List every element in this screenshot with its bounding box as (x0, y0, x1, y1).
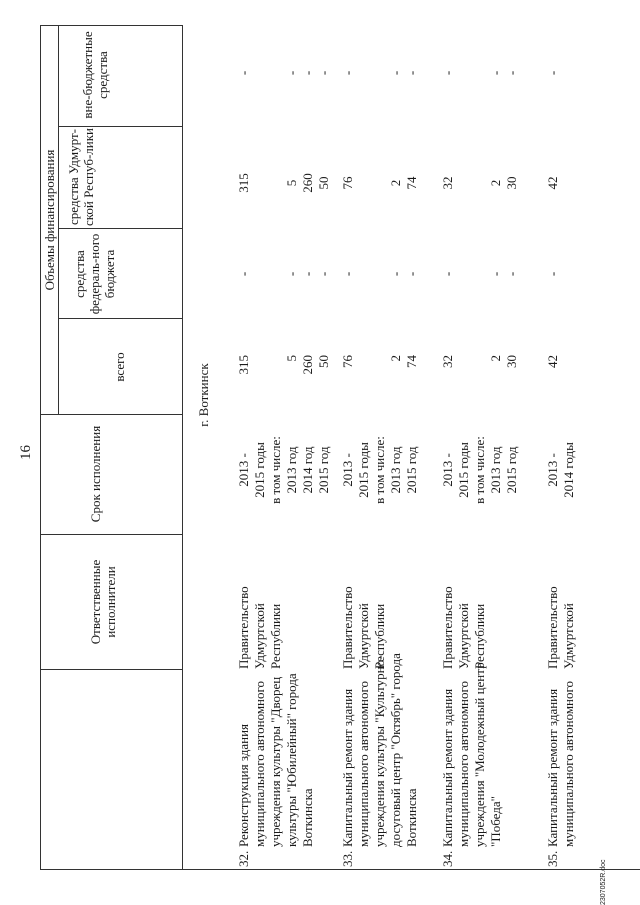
row-name: Капитальный ремонт здания муниципального автономного учреждения культуры "Культурно- досуговый центр "Октябрь" города Воткинска (340, 653, 419, 847)
header-republic: средства Удмурт-ской Респуб-лики (66, 128, 96, 227)
row-federal-value: - (316, 271, 331, 277)
row-federal-value: - (284, 271, 299, 277)
row-period-line: в том числе: (472, 436, 487, 504)
row-federal-value: - (236, 271, 251, 277)
row-period-line: 2015 годы (252, 442, 267, 498)
header-extrabudget: вне-бюджетные средства (80, 31, 110, 119)
row-extra-value: - (388, 70, 403, 76)
header-period: Срок исполнения (88, 425, 103, 523)
row-republic-value: 74 (404, 176, 419, 190)
row-number: 34. (440, 850, 455, 867)
row-executor: Правительство Удмуртской Республики (440, 586, 487, 669)
row-total-value: 2 (488, 355, 503, 362)
col-sep-num (40, 669, 183, 670)
doc-id: 2307052R.doc (600, 859, 607, 905)
row-executor: Правительство Удмуртской Республики (340, 586, 387, 669)
row-period-line: 2013 - (236, 453, 251, 487)
table-left-border (40, 869, 640, 870)
row-extra-value: - (236, 70, 251, 76)
row-total-value: 260 (300, 355, 315, 375)
row-federal-value: - (504, 271, 519, 277)
row-period-line: 2013 год (488, 446, 503, 494)
row-republic-value: 2 (388, 179, 403, 187)
row-republic-value: 5 (284, 179, 299, 187)
row-federal-value: - (340, 271, 355, 277)
row-republic-value: 50 (316, 176, 331, 190)
section-title: г. Воткинск (196, 363, 211, 427)
row-period-line: в том числе: (372, 436, 387, 504)
row-period-line: 2013 - (440, 453, 455, 487)
row-period-line: в том числе: (268, 436, 283, 504)
header-total: всего (112, 352, 127, 382)
row-total-value: 50 (316, 355, 331, 368)
row-federal-value: - (300, 271, 315, 277)
row-total-value: 315 (236, 355, 251, 375)
row-federal-value: - (488, 271, 503, 277)
row-extra-value: - (404, 70, 419, 76)
row-total-value: 2 (388, 355, 403, 362)
row-extra-value: - (340, 70, 355, 76)
row-total-value: 5 (284, 355, 299, 362)
row-federal-value: - (404, 271, 419, 277)
row-total-value: 42 (545, 355, 560, 368)
row-republic-value: 32 (440, 176, 455, 190)
row-republic-value: 2 (488, 179, 503, 187)
row-federal-value: - (545, 271, 560, 277)
row-extra-value: - (316, 70, 331, 76)
row-period-line: 2013 - (545, 453, 560, 487)
row-republic-value: 315 (236, 173, 251, 193)
row-name: Реконструкция здания муниципального автономного учреждения культуры "Дворец культуры "Юбилейный" города Воткинска (236, 673, 315, 847)
row-period-line: 2015 годы (456, 442, 471, 498)
row-extra-value: - (300, 70, 315, 76)
row-name: Капитальный ремонт здания муниципального автономного (545, 680, 576, 847)
table-top-border (40, 25, 41, 870)
row-extra-value: - (440, 70, 455, 76)
table-right-border (40, 25, 183, 26)
row-period-line: 2013 - (340, 453, 355, 487)
row-period-line: 2014 годы (561, 442, 576, 498)
row-extra-value: - (488, 70, 503, 76)
header-funding: Объемы финансирования (42, 149, 57, 291)
row-executor: Правительство Удмуртской (545, 586, 576, 669)
row-period-line: 2013 год (388, 446, 403, 494)
row-total-value: 30 (504, 355, 519, 368)
header-federal: средства федераль-ного бюджета (72, 233, 117, 315)
row-name: Капитальный ремонт здания муниципального автономного учреждения "Молодежный центр "Победа" (440, 662, 503, 847)
row-period-line: 2015 год (316, 446, 331, 494)
row-period-line: 2015 год (504, 446, 519, 494)
row-republic-value: 260 (300, 173, 315, 193)
col-sep-extra (58, 126, 183, 127)
col-sep-republic (58, 228, 183, 229)
row-extra-value: - (284, 70, 299, 76)
row-executor: Правительство Удмуртской Республики (236, 586, 283, 669)
row-republic-value: 30 (504, 176, 519, 190)
row-total-value: 76 (340, 355, 355, 368)
row-total-value: 74 (404, 355, 419, 368)
row-number: 33. (340, 850, 355, 867)
header-bottom-border (182, 25, 183, 870)
row-republic-value: 76 (340, 176, 355, 190)
row-period-line: 2015 год (404, 446, 419, 494)
row-period-line: 2013 год (284, 446, 299, 494)
header-executors: Ответственные исполнители (88, 559, 118, 645)
page-number: 16 (18, 445, 34, 460)
row-total-value: 32 (440, 355, 455, 368)
row-number: 32. (236, 850, 251, 867)
funding-group-underline (58, 25, 59, 415)
row-number: 35. (545, 850, 560, 867)
row-extra-value: - (504, 70, 519, 76)
row-federal-value: - (440, 271, 455, 277)
row-federal-value: - (388, 271, 403, 277)
row-period-line: 2015 годы (356, 442, 371, 498)
row-period-line: 2014 год (300, 446, 315, 494)
row-republic-value: 42 (545, 176, 560, 190)
row-extra-value: - (545, 70, 560, 76)
